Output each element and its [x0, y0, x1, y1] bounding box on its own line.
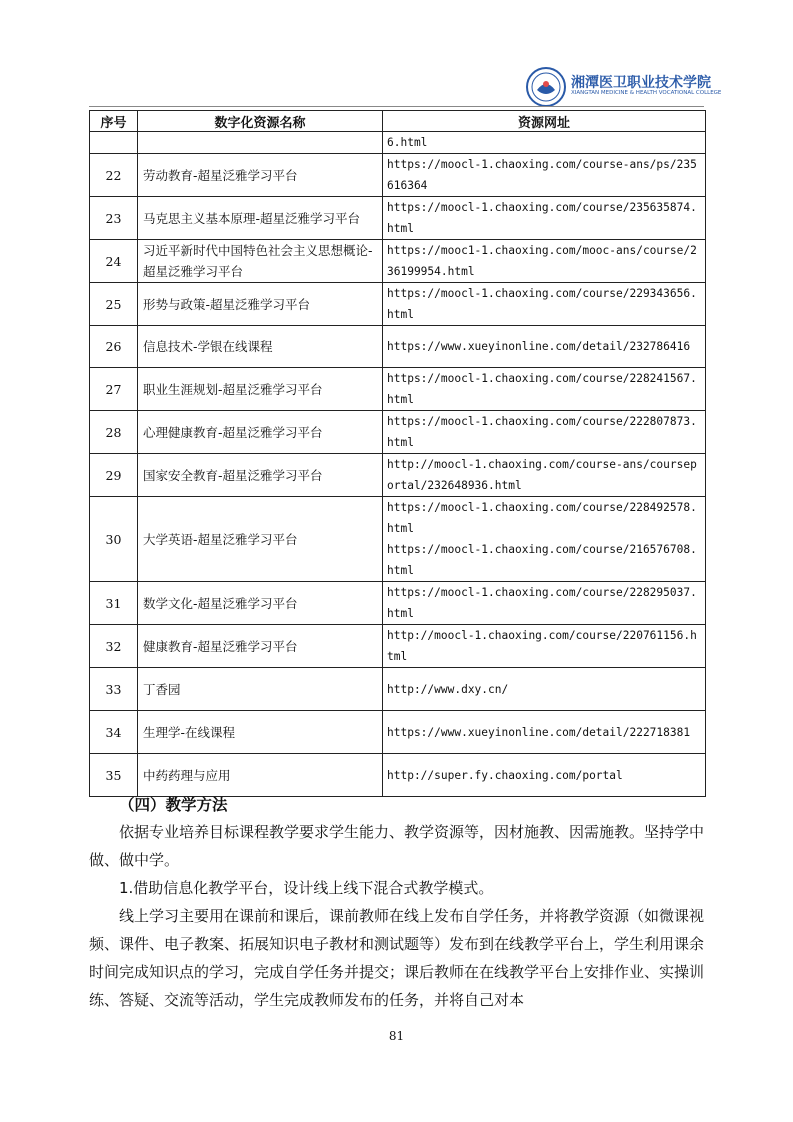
college-name: 湘潭医卫职业技术学院: [571, 75, 711, 91]
row-number: 30: [90, 497, 138, 582]
resource-url[interactable]: https://mooc1-1.chaoxing.com/mooc-ans/course/236199954.html: [383, 240, 706, 283]
list-item-1: 1.借助信息化教学平台，设计线上线下混合式教学模式。: [119, 879, 494, 897]
table-row: [90, 154, 706, 197]
table-row: [90, 668, 706, 711]
paragraph-2: 线上学习主要用在课前和课后，课前教师在线上发布自学任务，并将教学资源（如微课视频、课件、电子教案、拓展知识电子教材和测试题等）发布到在线教学平台上，学生利用课余时间完成知识点的学习，完成自学任务并提交；课后教师在在线教学平台上安排作业、实操训练、答疑、交流等活动，学生完成教师发布的任务，并将自己对本: [89, 907, 705, 1009]
college-name-en: XIANGTAN MEDICINE & HEALTH VOCATIONAL COLLEGE: [571, 90, 722, 96]
row-number: 28: [90, 411, 138, 454]
resource-name: 心理健康教育-超星泛雅学习平台: [138, 411, 383, 454]
table-row: [90, 497, 706, 582]
resource-url[interactable]: http://super.fy.chaoxing.com/portal: [383, 754, 706, 797]
resource-name: 丁香园: [138, 668, 383, 711]
row-number: 34: [90, 711, 138, 754]
resource-url[interactable]: https://www.xueyinonline.com/detail/232786416: [383, 326, 706, 368]
row-number: 33: [90, 668, 138, 711]
row-number: 27: [90, 368, 138, 411]
row-number: 35: [90, 754, 138, 797]
table-row: [90, 711, 706, 754]
resource-name: [138, 132, 383, 154]
resource-url[interactable]: http://www.dxy.cn/: [383, 668, 706, 711]
col-header-url: 资源网址: [383, 111, 706, 132]
row-number: 23: [90, 197, 138, 240]
resource-url-group: [383, 497, 706, 582]
resource-table: [89, 110, 706, 797]
resource-url[interactable]: https://moocl-1.chaoxing.com/course/228241567.html: [383, 368, 706, 411]
resource-url-secondary[interactable]: https://moocl-1.chaoxing.com/course/216576708.html: [387, 543, 697, 577]
col-header-index: 序号: [90, 111, 138, 132]
resource-name: 形势与政策-超星泛雅学习平台: [138, 283, 383, 326]
row-number: 25: [90, 283, 138, 326]
resource-name: 生理学-在线课程: [138, 711, 383, 754]
resource-name: 中药药理与应用: [138, 754, 383, 797]
resource-url[interactable]: https://moocl-1.chaoxing.com/course/235635874.html: [383, 197, 706, 240]
resource-name: 习近平新时代中国特色社会主义思想概论-超星泛雅学习平台: [138, 240, 383, 283]
table-header-row: [90, 111, 706, 132]
table-row: [90, 197, 706, 240]
resource-name: 健康教育-超星泛雅学习平台: [138, 625, 383, 668]
resource-name: 劳动教育-超星泛雅学习平台: [138, 154, 383, 197]
col-header-name: 数字化资源名称: [138, 111, 383, 132]
resource-name: 数学文化-超星泛雅学习平台: [138, 582, 383, 625]
row-number: 32: [90, 625, 138, 668]
paragraph-1: 依据专业培养目标课程教学要求学生能力、教学资源等，因材施教、因需施教。坚持学中做、做中学。: [89, 823, 705, 869]
row-number: [90, 132, 138, 154]
resource-url[interactable]: 6.html: [383, 132, 706, 154]
table-row: [90, 368, 706, 411]
row-number: 29: [90, 454, 138, 497]
table-row: [90, 411, 706, 454]
college-emblem-icon: [525, 66, 567, 108]
page-number: 81: [388, 1029, 405, 1043]
table-row: [90, 326, 706, 368]
resource-url[interactable]: https://moocl-1.chaoxing.com/course/228492578.html: [387, 501, 697, 535]
resource-name: 马克思主义基本原理-超星泛雅学习平台: [138, 197, 383, 240]
table-row: [90, 240, 706, 283]
table-row: [90, 582, 706, 625]
row-number: 22: [90, 154, 138, 197]
table-row: [90, 283, 706, 326]
resource-url[interactable]: https://moocl-1.chaoxing.com/course/228295037.html: [383, 582, 706, 625]
resource-url[interactable]: http://moocl-1.chaoxing.com/course/220761156.html: [383, 625, 706, 668]
table-row: [90, 132, 706, 154]
resource-name: 信息技术-学银在线课程: [138, 326, 383, 368]
row-number: 31: [90, 582, 138, 625]
resource-name: 大学英语-超星泛雅学习平台: [138, 497, 383, 582]
resource-url[interactable]: https://moocl-1.chaoxing.com/course-ans/ps/235616364: [383, 154, 706, 197]
row-number: 26: [90, 326, 138, 368]
resource-url[interactable]: https://www.xueyinonline.com/detail/222718381: [383, 711, 706, 754]
resource-url[interactable]: https://moocl-1.chaoxing.com/course/229343656.html: [383, 283, 706, 326]
resource-url[interactable]: https://moocl-1.chaoxing.com/course/222807873.html: [383, 411, 706, 454]
header-rule: [89, 106, 704, 107]
resource-name: 国家安全教育-超星泛雅学习平台: [138, 454, 383, 497]
resource-url[interactable]: http://moocl-1.chaoxing.com/course-ans/courseportal/232648936.html: [383, 454, 706, 497]
table-row: [90, 625, 706, 668]
row-number: 24: [90, 240, 138, 283]
table-row: [90, 454, 706, 497]
section-heading: （四）教学方法: [119, 796, 228, 814]
table-row: [90, 754, 706, 797]
resource-name: 职业生涯规划-超星泛雅学习平台: [138, 368, 383, 411]
